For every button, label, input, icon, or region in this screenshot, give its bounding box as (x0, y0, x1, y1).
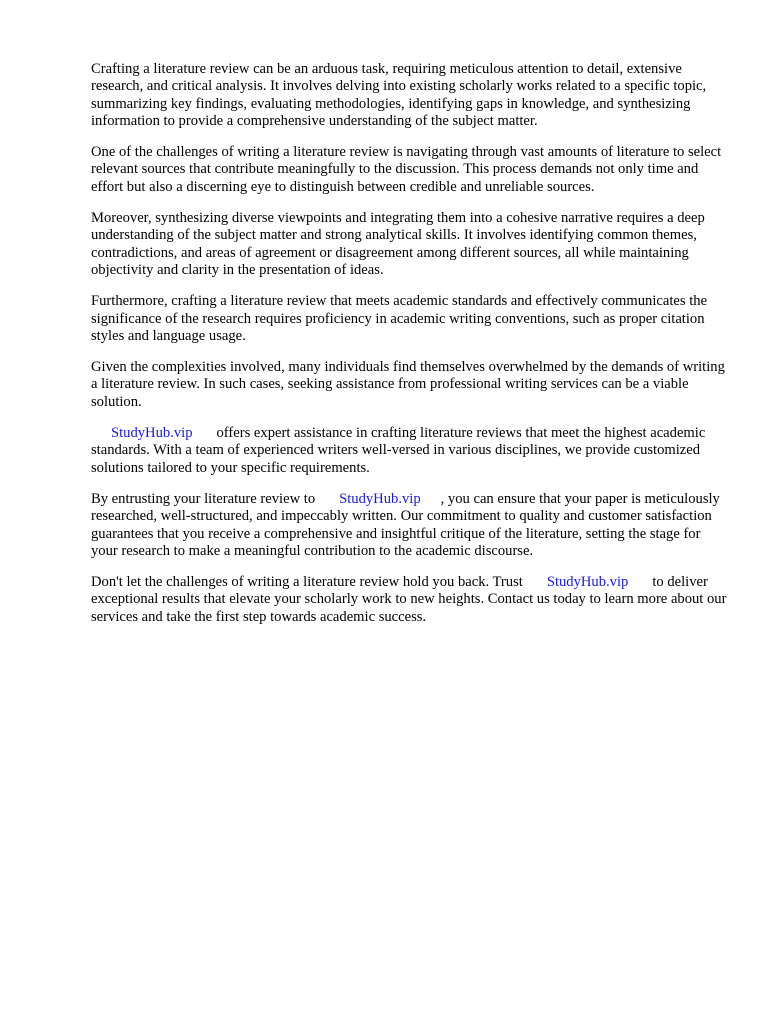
studyhub-link[interactable]: StudyHub.vip (111, 425, 193, 442)
paragraph-offer (91, 425, 727, 477)
entrust-text-before: By entrusting your literature review to (91, 490, 316, 507)
entrust-text-after: , you can ensure that your paper is meticulously researched, well-structured, and impeccably written. Our commitment to quality and customer satisfaction guarantees that you receive a comprehensive and insightful critique of the literature, setting the stage for your research to make a meaningful contribution to the academic discourse. (91, 490, 720, 559)
paragraph-complexities: Given the complexities involved, many individuals find themselves overwhelmed by the demands of writing a literature review. In such cases, seeking assistance from professional writing services can be a viable solution. (91, 359, 725, 410)
paragraph-trust (91, 574, 727, 626)
paragraph-standards: Furthermore, crafting a literature review that meets academic standards and effectively communicates the significance of the research requires proficiency in academic writing conventions, such as proper citation styles and language usage. (91, 293, 708, 344)
document-body (91, 61, 727, 640)
paragraph-challenges: One of the challenges of writing a literature review is navigating through vast amounts of literature to select relevant sources that contribute meaningfully to the discussion. This process demands not only time and effort but also a discerning eye to distinguish between credible and unreliable sources. (91, 144, 722, 195)
paragraph-intro: Crafting a literature review can be an arduous task, requiring meticulous attention to detail, extensive research, and critical analysis. It involves delving into existing scholarly works related to a specific topic, summarizing key findings, evaluating methodologies, identifying gaps in knowledge, and synthesizing information to provide a comprehensive understanding of the subject matter. (91, 61, 707, 129)
offer-text: offers expert assistance in crafting literature reviews that meet the highest academic standards. With a team of experienced writers well-versed in various disciplines, we provide customized solutions tailored to your specific requirements. (91, 425, 706, 476)
studyhub-link[interactable]: StudyHub.vip (546, 574, 629, 591)
trust-text-before: Don't let the challenges of writing a literature review hold you back. Trust (91, 574, 523, 591)
paragraph-synthesis: Moreover, synthesizing diverse viewpoints and integrating them into a cohesive narrative requires a deep understanding of the subject matter and strong analytical skills. It involves identifying common themes, contradictions, and areas of agreement or disagreement among different sources, all while maintaining objectivity and clarity in the presentation of ideas. (91, 210, 705, 278)
studyhub-link[interactable]: StudyHub.vip (339, 490, 421, 507)
paragraph-entrust (91, 491, 727, 560)
trust-text-after: to deliver exceptional results that elevate your scholarly work to new heights. Contact us today to learn more about our services and take the first step towards academic success. (91, 574, 727, 625)
